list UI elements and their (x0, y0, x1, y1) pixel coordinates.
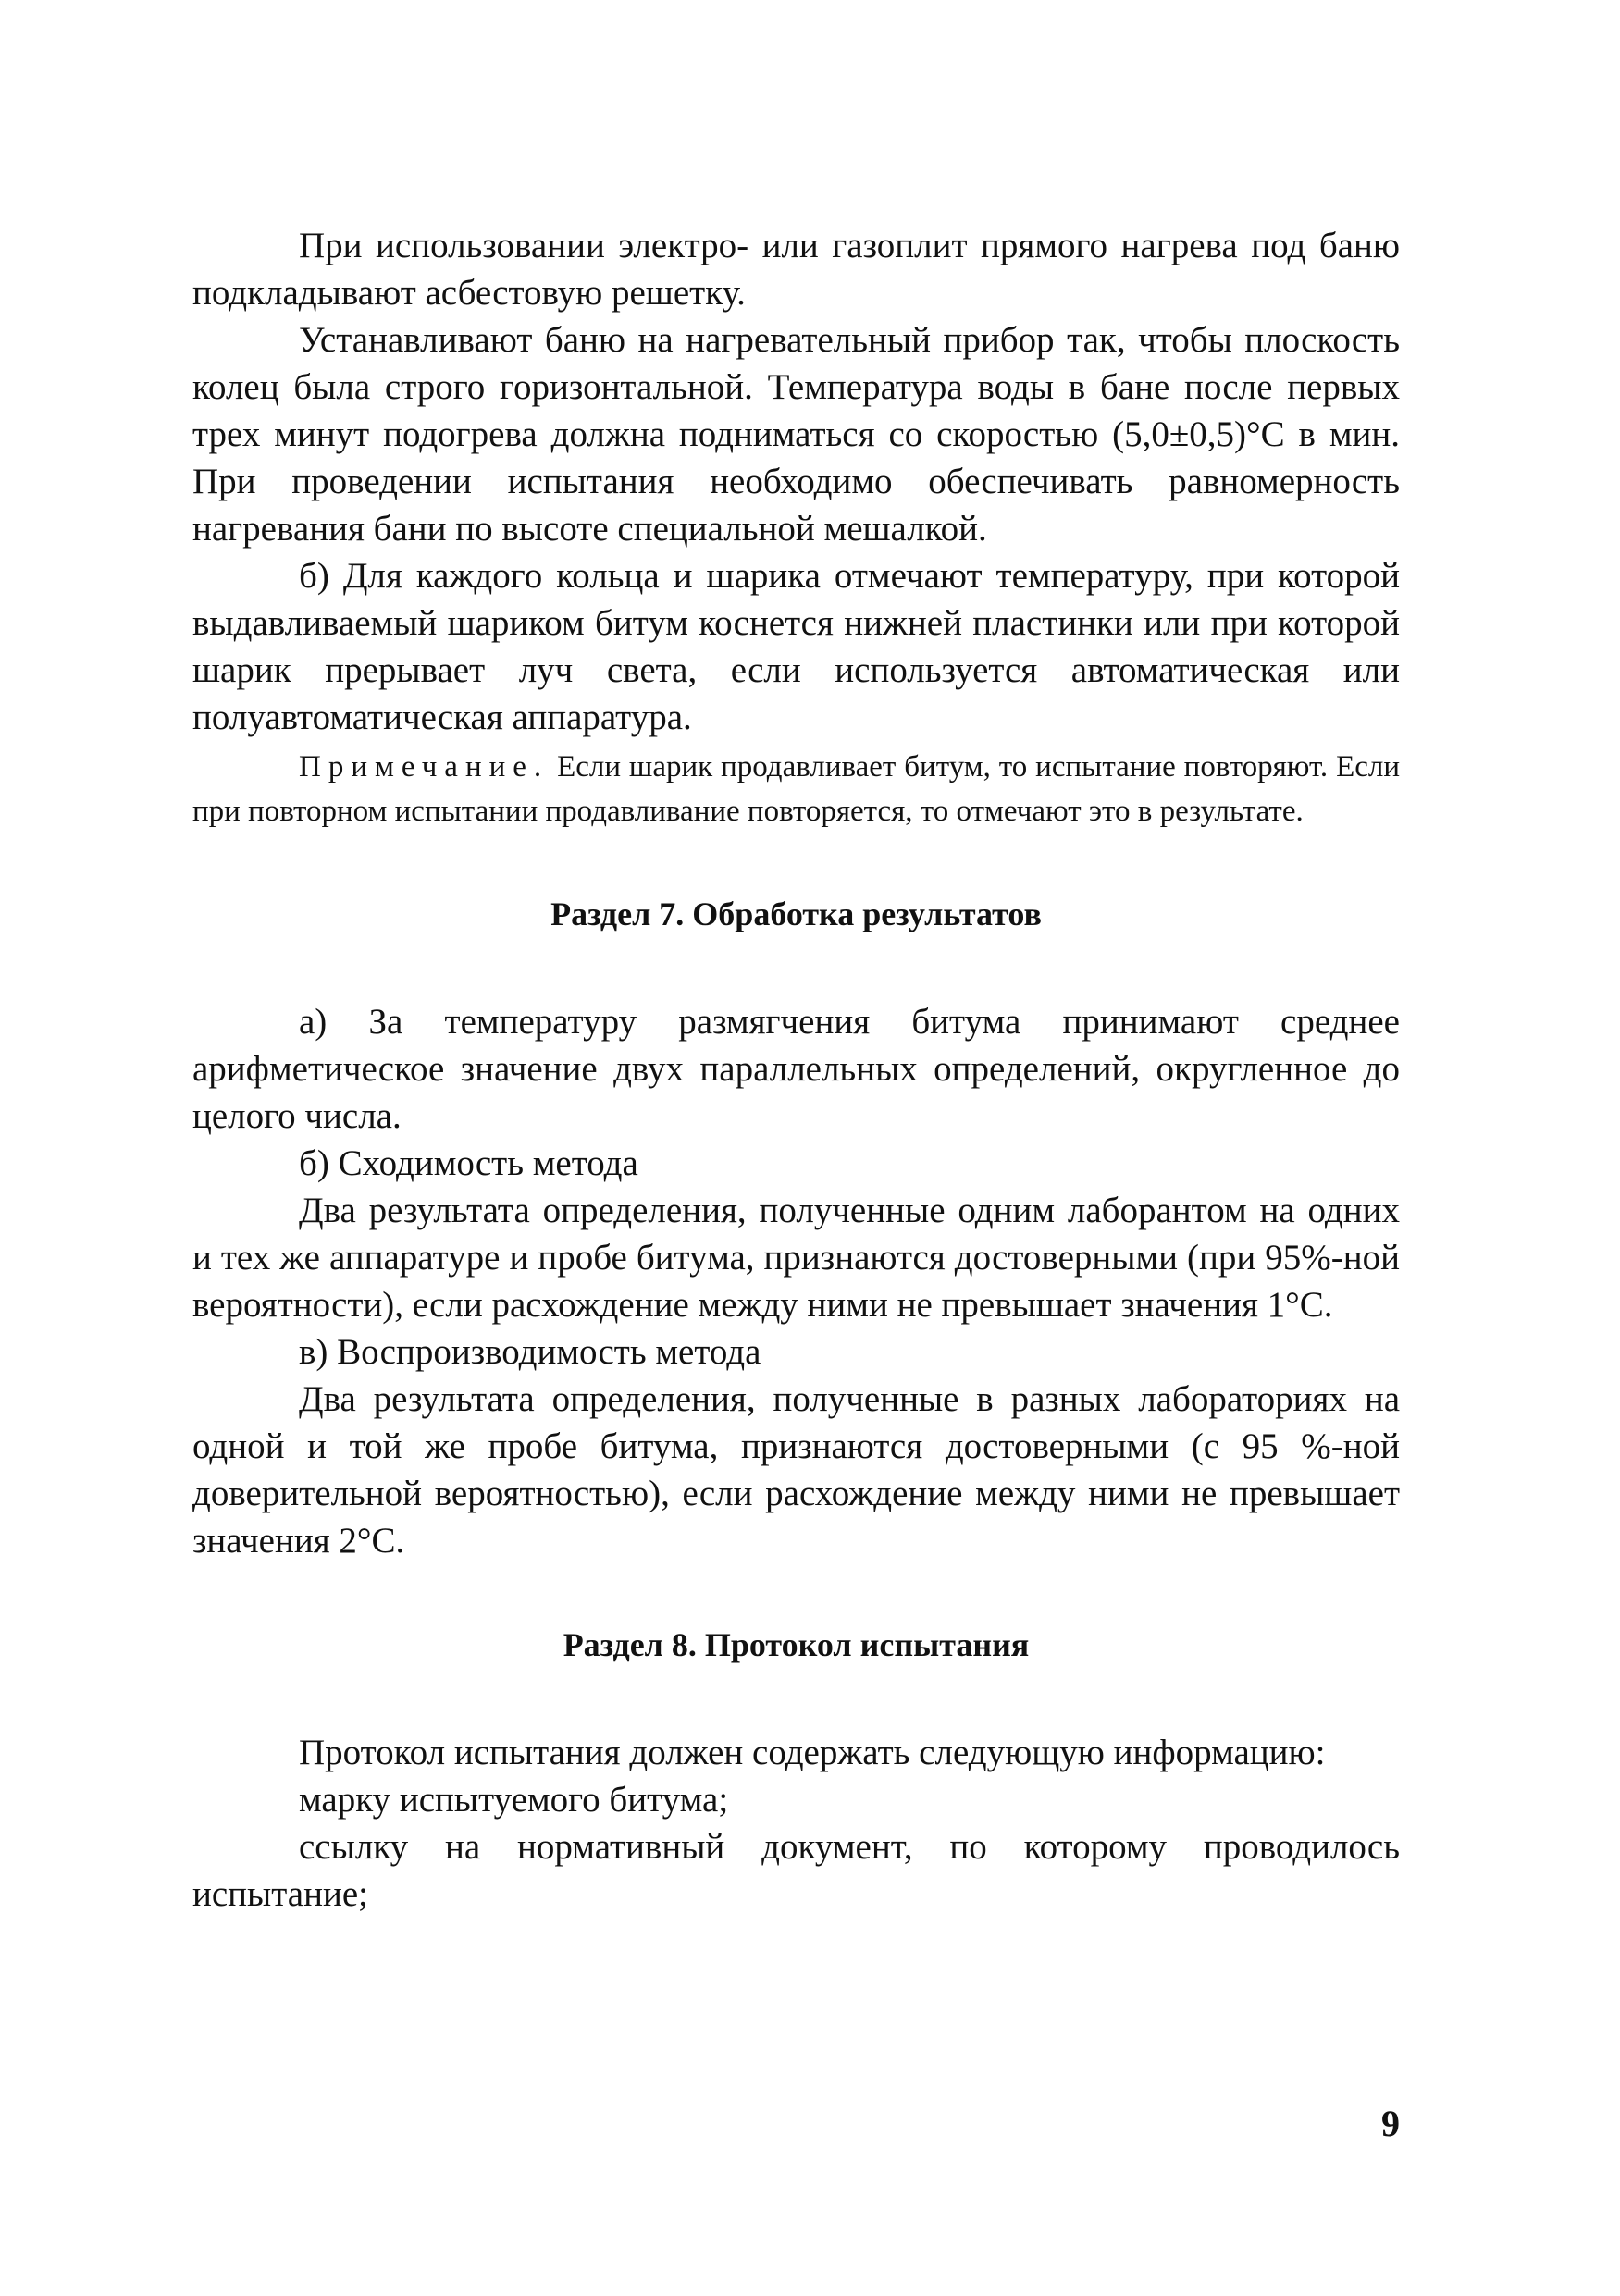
section-7-title: Раздел 7. Обработка результатов (550, 895, 1042, 932)
document-page (192, 222, 1400, 1918)
paragraph-convergence-text: Два результата определения, полученные одним лаборантом на одних и тех же аппаратуре и пробе битума, признаются достоверными (при 95%-ной вероятности), если расхождение между ними не превышает значения 1°С. (192, 1191, 1400, 1325)
note-text: Если шарик продавливает битум, то испытание повторяют. Если при повторном испытании продавливание повторяется, то отмечают это в результате. (192, 750, 1400, 828)
paragraph-bath-installation: Устанавливают баню на нагревательный прибор так, чтобы плоскость колец была строго горизонтальной. Температура воды в бане после первых трех минут подогрева должна подниматься со скоростью (5,0±0,5)°С в мин. При проведении испытания необходимо обеспечивать равномерность нагревания бани по высоте специальной мешалкой. (192, 320, 1400, 549)
paragraph-softening-temperature: а) За температуру размягчения битума принимают среднее арифметическое значение двух параллельных определений, округленное до целого числа. (192, 1002, 1400, 1136)
paragraph-reproducibility-heading: в) Воспроизводимость метода (299, 1332, 761, 1372)
paragraph-reproducibility-text: Два результата определения, полученные в разных лабораториях на одной и той же пробе битума, признаются достоверными (с 95 %-ной доверительной вероятностью), если расхождение между ними не превышает значения 2°С. (192, 1379, 1400, 1561)
paragraph-protocol-intro: Протокол испытания должен содержать следующую информацию: (299, 1733, 1326, 1772)
paragraph-convergence-heading: б) Сходимость метода (299, 1143, 638, 1183)
note (192, 745, 1400, 833)
section-8-title: Раздел 8. Протокол испытания (563, 1626, 1030, 1663)
page-number: 9 (1381, 2103, 1400, 2144)
paragraph-bitumen-grade: марку испытуемого битума; (299, 1780, 729, 1820)
paragraph-temperature-marking: б) Для каждого кольца и шарика отмечают температуру, при которой выдавливаемый шариком битум коснется нижней пластинки или при которой шарик прерывает луч света, если используется автоматическая или полуавтоматическая аппаратура. (192, 556, 1400, 737)
paragraph-normative-reference: ссылку на нормативный документ, по которому проводилось испытание; (192, 1827, 1400, 1914)
paragraph-asbestos-grid: При использовании электро- или газоплит прямого нагрева под баню подкладывают асбестовую решетку. (192, 226, 1400, 313)
note-label: Примечание. (299, 750, 550, 784)
